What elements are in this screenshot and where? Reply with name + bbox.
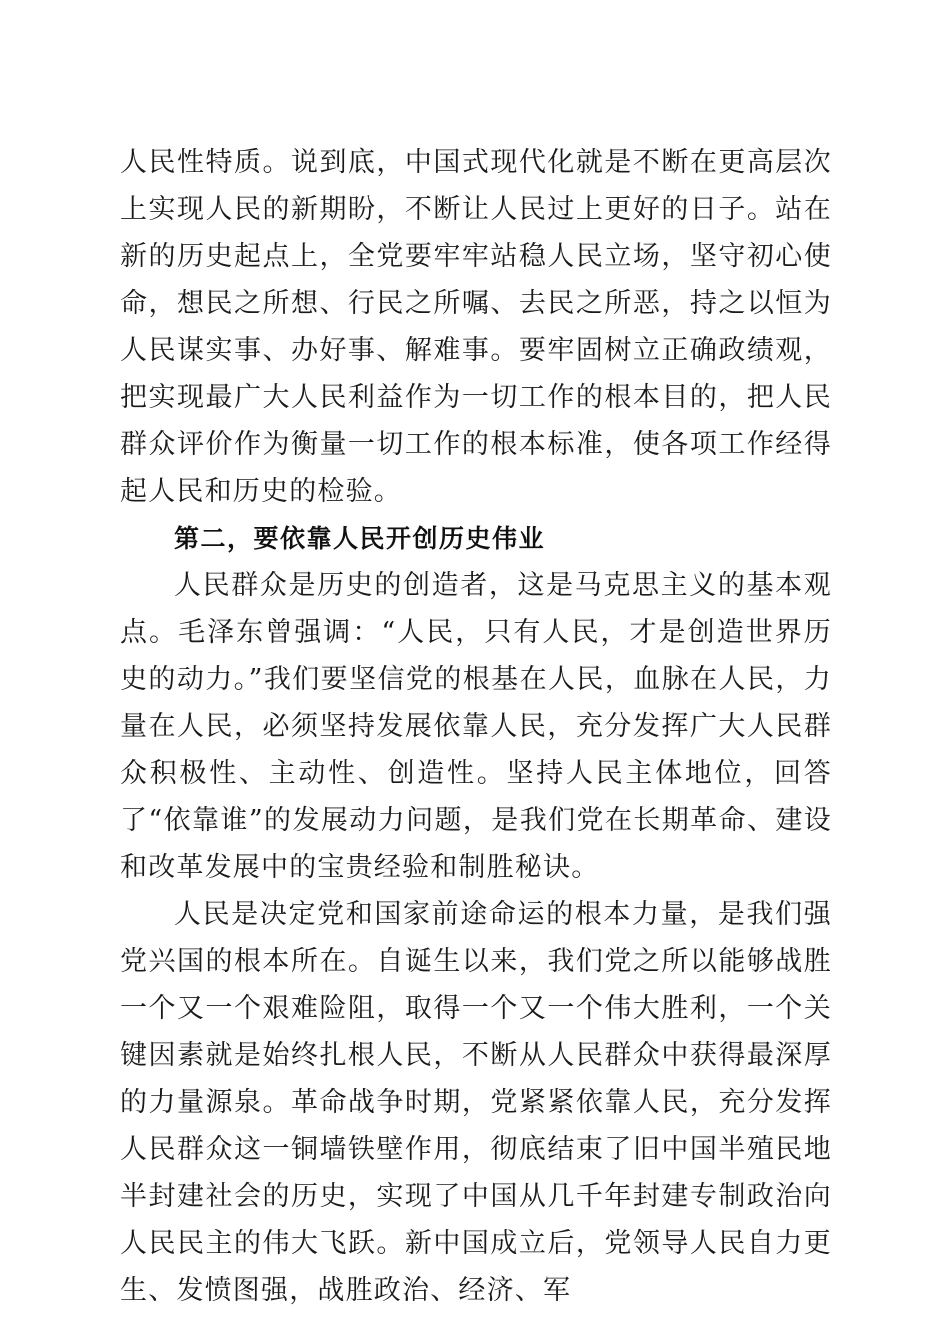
paragraph: 人民群众是历史的创造者，这是马克思主义的基本观点。毛泽东曾强调：“人民，只有人民，才是创造世界历史的动力。”我们要坚信党的根基在人民，血脉在人民，力量在人民，必须坚持发展依靠人民，充分发挥广大人民群众积极性、主动性、创造性。坚持人民主体地位，回答了“依靠谁”的发展动力问题，是我们党在长期革命、建设和改革发展中的宝贵经验和制胜秘诀。 <box>120 570 832 883</box>
paragraph: 人民是决定党和国家前途命运的根本力量，是我们强党兴国的根本所在。自诞生以来，我们党之所以能够战胜一个又一个艰难险阻，取得一个又一个伟大胜利，一个关键因素就是始终扎根人民，不断从人民群众中获得最深厚的力量源泉。革命战争时期，党紧紧依靠人民，充分发挥人民群众这一铜墙铁壁作用，彻底结束了旧中国半殖民地半封建社会的历史，实现了中国从几千年封建专制政治向人民民主的伟大飞跃。新中国成立后，党领导人民自力更生、发愤图强，战胜政治、经济、军 <box>120 899 832 1306</box>
document-body <box>120 139 832 1314</box>
paragraph-continuation: 人民性特质。说到底，中国式现代化就是不断在更高层次上实现人民的新期盼，不断让人民过上更好的日子。站在新的历史起点上，全党要牢牢站稳人民立场，坚守初心使命，想民之所想、行民之所嘱、去民之所恶，持之以恒为人民谋实事、办好事、解难事。要牢固树立正确政绩观，把实现最广大人民利益作为一切工作的根本目的，把人民群众评价作为衡量一切工作的根本标准，使各项工作经得起人民和历史的检验。 <box>120 147 832 507</box>
section-heading: 第二，要依靠人民开创历史伟业 <box>174 524 546 553</box>
